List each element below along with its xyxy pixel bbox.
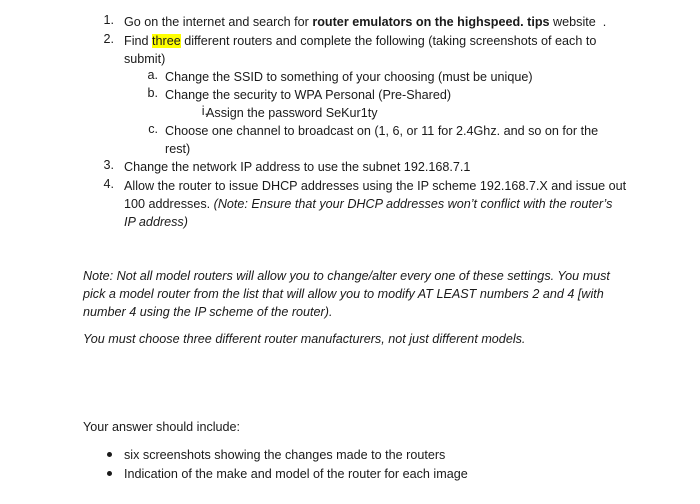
note-line-4-text: You must choose three different router manufacturers, not just different models. — [83, 332, 526, 346]
step-1-pre: Go on the internet and search for — [124, 15, 313, 29]
step-2a-letter: a. — [147, 68, 158, 82]
step-2-highlight: three — [152, 34, 181, 48]
note-line-2 — [83, 285, 604, 303]
step-2a-text: Change the SSID to something of your choosing (must be unique) — [165, 70, 533, 84]
step-4-cont-pre: 100 addresses. — [124, 197, 214, 211]
step-2c-letter: c. — [148, 122, 158, 136]
step-2b-letter: b. — [147, 86, 158, 100]
step-2-continuation: submit) — [124, 52, 166, 66]
step-3-text: Change the network IP address to use the subnet 192.168.7.1 — [124, 160, 471, 174]
step-2-pre: Find — [124, 34, 152, 48]
answer-item-1: six screenshots showing the changes made to the routers — [124, 448, 446, 462]
note-line-3-text: number 4 using the IP scheme of the router). — [83, 305, 333, 319]
step-4-continuation-2 — [124, 213, 188, 231]
step-4-cont-italic: (Note: Ensure that your DHCP addresses won’t conflict with the router’s — [213, 197, 613, 211]
step-4-text: Allow the router to issue DHCP addresses using the IP scheme 192.168.7.X and issue out — [124, 179, 627, 193]
step-3-number: 3. — [103, 158, 114, 172]
note-line-4 — [83, 330, 525, 348]
step-1-bold: router emulators on the highspeed. tips — [312, 15, 550, 29]
step-2b-text: Change the security to WPA Personal (Pre-Shared) — [165, 88, 452, 102]
answer-item-2: Indication of the make and model of the router for each image — [124, 467, 468, 481]
bullet-icon — [107, 471, 112, 476]
step-2-post: different routers and complete the following (taking screenshots of each to — [180, 34, 597, 48]
note-line-1 — [83, 267, 610, 285]
step-2b-i-roman: i. — [201, 104, 208, 118]
step-2c-continuation: rest) — [165, 142, 191, 156]
answer-intro: Your answer should include: — [83, 420, 241, 434]
note-line-2-text: pick a model router from the list that will allow you to modify AT LEAST numbers 2 and 4 [with — [83, 287, 604, 301]
step-1-post: website — [549, 15, 596, 29]
note-line-3 — [83, 303, 332, 321]
step-2-number: 2. — [103, 32, 114, 46]
step-4-cont2: IP address) — [124, 215, 188, 229]
step-2-text — [124, 32, 596, 50]
step-4-number: 4. — [103, 177, 114, 191]
bullet-icon — [107, 452, 112, 457]
step-1-text — [124, 13, 606, 31]
step-1-number: 1. — [103, 13, 114, 27]
step-1-trail: . — [602, 15, 607, 29]
step-2b-i-text: Assign the password SeKur1ty — [206, 106, 378, 120]
note-line-1-text: Note: Not all model routers will allow you to change/alter every one of these settings. You must — [83, 269, 610, 283]
step-4-continuation — [124, 195, 612, 213]
step-2c-text: Choose one channel to broadcast on (1, 6, or 11 for 2.4Ghz. and so on for the — [165, 124, 599, 138]
